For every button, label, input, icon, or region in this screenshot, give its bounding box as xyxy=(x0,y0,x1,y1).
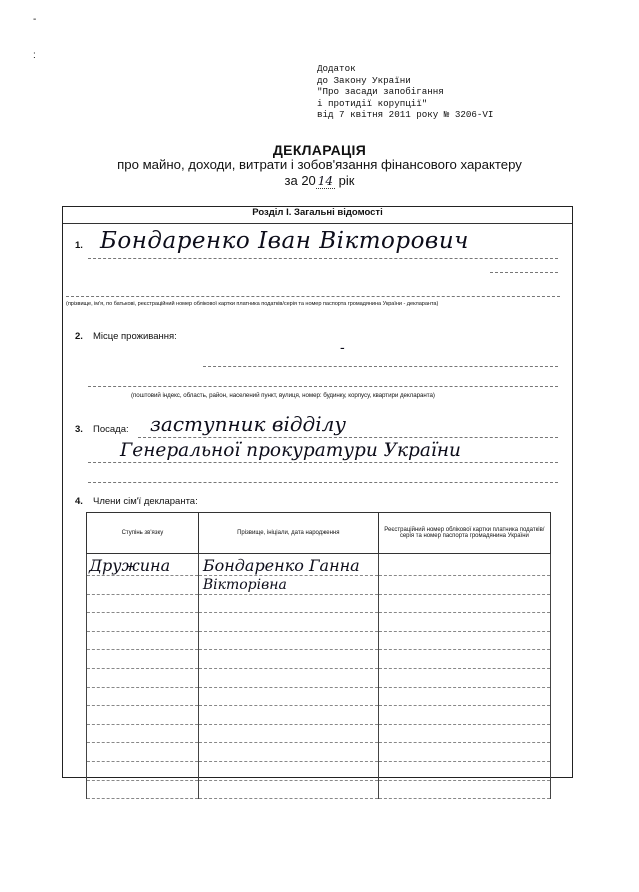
tax-number-cell xyxy=(378,668,550,687)
relation-cell xyxy=(87,724,199,743)
position-handwritten-2: Генеральної прокуратури України xyxy=(120,440,461,461)
annex-line: і протидії корупції" xyxy=(317,97,428,109)
relation-cell xyxy=(87,780,199,799)
tax-number-cell xyxy=(378,687,550,706)
item2-number: 2. xyxy=(75,331,83,342)
relation-cell xyxy=(87,706,199,725)
residence-label: Місце проживання: xyxy=(93,331,177,342)
item1-underline xyxy=(88,258,558,259)
member-name-cell xyxy=(198,780,378,799)
column-header-tax-number: Реєстраційний номер облікової картки платника податків/ серія та номер паспорта громадянина України xyxy=(378,513,550,554)
position-handwritten-1: заступник відділу xyxy=(150,412,346,436)
table-row-empty xyxy=(87,761,551,780)
declaration-year xyxy=(0,173,639,188)
item3-underline-3 xyxy=(88,482,558,483)
relation-handwritten: Дружина xyxy=(89,556,171,575)
relation-cell xyxy=(87,761,199,780)
item1-underline-2 xyxy=(66,296,560,297)
table-row-empty xyxy=(87,668,551,687)
member-name-cell xyxy=(198,554,378,576)
declarant-name-handwritten: Бондаренко Іван Вікторович xyxy=(100,228,469,254)
relation-cell xyxy=(87,631,199,650)
tax-number-cell xyxy=(378,743,550,762)
relation-cell xyxy=(87,687,199,706)
family-label: Члени сім'ї декларанта: xyxy=(93,496,198,507)
table-header-row xyxy=(87,513,551,554)
member-name-cell xyxy=(198,761,378,780)
member-name-cell xyxy=(198,743,378,762)
member-name-cell xyxy=(198,650,378,669)
member-name-cell xyxy=(198,594,378,613)
table-row-empty xyxy=(87,706,551,725)
relation-cell xyxy=(87,668,199,687)
member-name-cell xyxy=(198,706,378,725)
annex-line: Додаток xyxy=(317,63,356,74)
tax-number-cell xyxy=(378,650,550,669)
year-suffix: рік xyxy=(335,173,355,188)
annex-line: від 7 квітня 2011 року № 3206-VI xyxy=(317,109,494,120)
column-header-relation: Ступінь зв'язку xyxy=(87,513,199,554)
tax-number-cell xyxy=(378,613,550,632)
table-row-empty xyxy=(87,724,551,743)
item3-underline xyxy=(138,437,558,438)
table-row-empty xyxy=(87,743,551,762)
item2-caption: (поштовий індекс, область, район, населений пункт, вулиця, номер: будинку, корпусу, квартири декларанта) xyxy=(131,392,435,399)
item2-underline xyxy=(203,366,558,367)
table-row-empty xyxy=(87,631,551,650)
margin-mark-dash: - xyxy=(33,14,37,25)
annex-line: до Закону України xyxy=(317,74,411,86)
section-title-divider xyxy=(63,223,572,224)
year-handwritten: 14 xyxy=(317,174,334,188)
tax-number-cell xyxy=(378,594,550,613)
annex-line: "Про засади запобігання xyxy=(317,86,444,97)
margin-mark-colon: : xyxy=(33,50,36,61)
section-title: Розділ І. Загальні відомості xyxy=(252,207,383,218)
annex-block xyxy=(317,63,493,121)
tax-number-cell xyxy=(378,576,550,595)
member-name-handwritten-1: Бондаренко Ганна xyxy=(202,556,360,575)
tax-number-cell xyxy=(378,706,550,725)
relation-cell xyxy=(87,613,199,632)
residence-handwritten: - xyxy=(340,340,345,356)
item3-underline-2 xyxy=(88,462,558,463)
family-members-table xyxy=(86,512,551,799)
table-row-empty xyxy=(87,613,551,632)
table-row xyxy=(87,576,551,595)
item4-number: 4. xyxy=(75,496,83,507)
item1-underline-short xyxy=(490,272,558,273)
member-name-cell xyxy=(198,668,378,687)
relation-cell xyxy=(87,594,199,613)
item3-number: 3. xyxy=(75,424,83,435)
member-name-cell xyxy=(198,687,378,706)
member-name-handwritten-2: Вікторівна xyxy=(202,576,287,593)
table-row-empty xyxy=(87,687,551,706)
relation-cell xyxy=(87,743,199,762)
item2-underline-2 xyxy=(88,386,558,387)
tax-number-cell xyxy=(378,554,550,576)
table-row-empty xyxy=(87,780,551,799)
table-row xyxy=(87,554,551,576)
relation-cell xyxy=(87,650,199,669)
member-name-cell xyxy=(198,613,378,632)
member-name-cell xyxy=(198,576,378,595)
tax-number-cell xyxy=(378,780,550,799)
item1-number: 1. xyxy=(75,240,83,251)
relation-cell xyxy=(87,576,199,595)
member-name-cell xyxy=(198,724,378,743)
table-row-empty xyxy=(87,650,551,669)
tax-number-cell xyxy=(378,631,550,650)
relation-cell xyxy=(87,554,199,576)
tax-number-cell xyxy=(378,761,550,780)
column-header-name: Прізвище, ініціали, дата народження xyxy=(198,513,378,554)
document-subtitle: про майно, доходи, витрати і зобов'язання фінансового характеру xyxy=(117,157,522,172)
item1-caption: (прізвище, ім'я, по батькові, реєстраційний номер облікової картки платника податків/серія та номер паспорта громадянина України - декларанта) xyxy=(66,301,439,307)
year-prefix: за 20 xyxy=(284,173,316,188)
table-row-empty xyxy=(87,594,551,613)
tax-number-cell xyxy=(378,724,550,743)
position-label: Посада: xyxy=(93,424,129,435)
member-name-cell xyxy=(198,631,378,650)
document-title: ДЕКЛАРАЦІЯ xyxy=(272,142,367,158)
